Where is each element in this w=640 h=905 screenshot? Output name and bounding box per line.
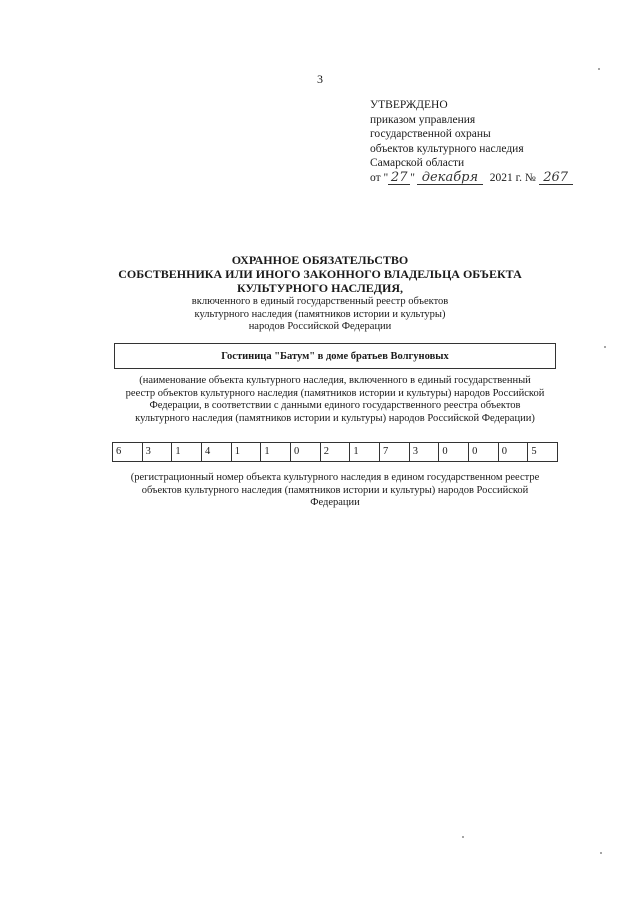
registration-number-grid <box>112 442 558 462</box>
date-day: 27 <box>388 171 410 185</box>
reg-digit-cell: 7 <box>379 443 409 461</box>
caption-line: культурного наследия (памятников истории и культуры) народов Российской Федерации) <box>135 412 535 424</box>
approval-block <box>370 98 610 185</box>
scan-speck <box>604 346 606 348</box>
reg-digit-cell: 1 <box>171 443 201 461</box>
object-name-box <box>114 343 556 369</box>
date-quote: " <box>410 171 415 184</box>
approval-date-line <box>370 171 610 186</box>
reg-digit-cell: 0 <box>498 443 528 461</box>
document-title <box>0 253 640 295</box>
scan-speck <box>600 852 602 854</box>
approval-heading: УТВЕРЖДЕНО <box>370 99 448 111</box>
reg-digit-cell: 4 <box>201 443 231 461</box>
reg-digit-cell: 1 <box>231 443 261 461</box>
reg-digit-cell: 0 <box>290 443 320 461</box>
scan-speck <box>462 836 464 838</box>
order-number: 267 <box>539 171 573 185</box>
approval-line: объектов культурного наследия <box>370 142 524 155</box>
date-year: 2021 г. № <box>489 171 536 184</box>
subtitle-line: включенного в единый государственный реестр объектов <box>191 296 449 307</box>
object-name-caption <box>112 375 558 425</box>
caption-line: (наименование объекта культурного наследия, включенного в единый государственный <box>139 375 531 386</box>
page-number: 3 <box>317 72 323 86</box>
reg-digit-cell: 1 <box>349 443 379 461</box>
subtitle-line: народов Российской Федерации <box>248 321 392 332</box>
title-line: СОБСТВЕННИКА ИЛИ ИНОГО ЗАКОННОГО ВЛАДЕЛЬЦА ОБЪЕКТА <box>118 267 522 281</box>
reg-digit-cell: 1 <box>260 443 290 461</box>
reg-digit-cell: 0 <box>468 443 498 461</box>
registration-caption <box>112 472 558 510</box>
object-name: Гостиница "Батум" в доме братьев Волгуновых <box>221 350 449 362</box>
caption-line: объектов культурного наследия (памятников истории и культуры) народов Российской <box>141 484 529 496</box>
reg-digit-cell: 3 <box>142 443 172 461</box>
reg-digit-cell: 3 <box>409 443 439 461</box>
caption-line: реестр объектов культурного наследия (памятников истории и культуры) народов Российской <box>125 387 545 399</box>
caption-line: Федерации <box>310 497 360 508</box>
approval-line: приказом управления <box>370 113 476 126</box>
scan-speck <box>598 68 600 70</box>
reg-digit-cell: 6 <box>112 443 142 461</box>
title-line: КУЛЬТУРНОГО НАСЛЕДИЯ, <box>236 281 404 295</box>
reg-digit-cell: 0 <box>438 443 468 461</box>
subtitle-line: культурного наследия (памятников истории и культуры) <box>194 308 446 320</box>
title-line: ОХРАННОЕ ОБЯЗАТЕЛЬСТВО <box>231 253 409 267</box>
reg-digit-cell: 5 <box>527 443 558 461</box>
date-prefix: от " <box>370 171 389 184</box>
caption-line: (регистрационный номер объекта культурного наследия в едином государственном реестре <box>130 472 540 483</box>
approval-line: государственной охраны <box>370 128 491 140</box>
document-subtitle <box>0 296 640 334</box>
approval-line: Самарской области <box>370 157 465 169</box>
date-month: декабря <box>417 171 483 185</box>
reg-digit-cell: 2 <box>320 443 350 461</box>
caption-line: Федерации, в соответствии с данными единого государственного реестра объектов <box>149 400 521 411</box>
